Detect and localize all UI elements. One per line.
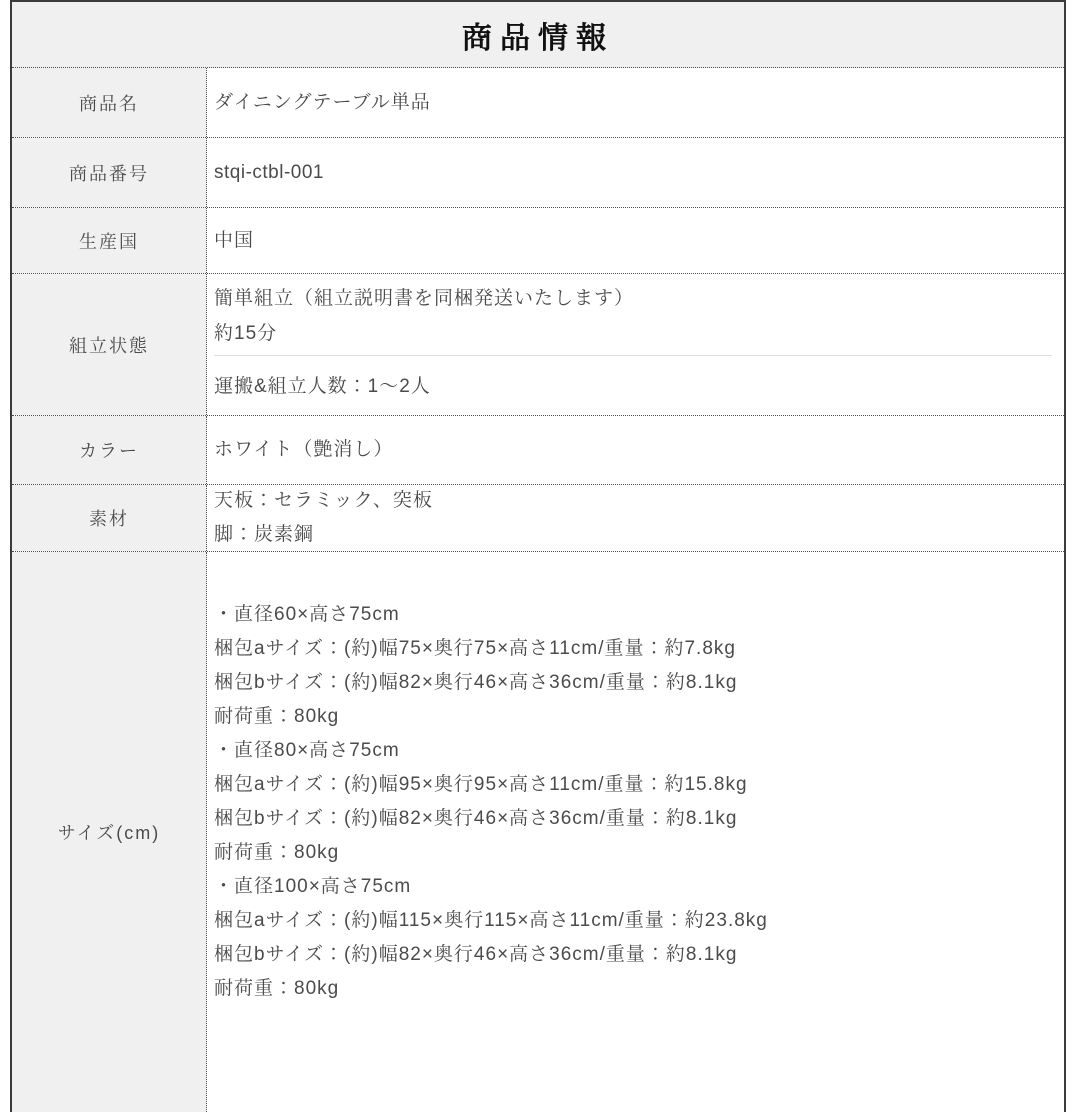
table-row-product-number: [12, 138, 1064, 208]
row-label-size: サイズ(cm): [12, 552, 207, 1112]
size-line: 梱包bサイズ：(約)幅82×奥行46×高さ36cm/重量：約8.1kg: [214, 672, 738, 693]
size-line: 耐荷重：80kg: [214, 978, 340, 999]
row-label-product-number: 商品番号: [12, 138, 207, 207]
row-label-material: 素材: [12, 485, 207, 551]
table-row-size: [12, 552, 1064, 1112]
table-row-color: [12, 416, 1064, 485]
product-name-value: ダイニングテーブル単品: [214, 91, 431, 113]
table-title: 商品情報: [12, 2, 1064, 68]
size-line: ・直径80×高さ75cm: [214, 740, 400, 761]
row-value-assembly: [207, 274, 1064, 415]
row-label-assembly: 組立状態: [12, 274, 207, 415]
row-value-product-number: [207, 138, 1064, 207]
size-line: ・直径60×高さ75cm: [214, 604, 400, 625]
size-line: 梱包bサイズ：(約)幅82×奥行46×高さ36cm/重量：約8.1kg: [214, 944, 738, 965]
material-line-1: 天板：セラミック、突板: [214, 490, 433, 511]
country-value: 中国: [214, 229, 255, 251]
size-line: ・直径100×高さ75cm: [214, 876, 412, 897]
row-value-country: [207, 208, 1064, 273]
row-label-country: 生産国: [12, 208, 207, 273]
size-line: 梱包aサイズ：(約)幅115×奥行115×高さ11cm/重量：約23.8kg: [214, 910, 768, 931]
size-line: 耐荷重：80kg: [214, 842, 340, 863]
size-line: 耐荷重：80kg: [214, 706, 340, 727]
row-value-color: [207, 416, 1064, 484]
product-info-table: [10, 0, 1066, 1112]
row-value-material: [207, 485, 1064, 551]
assembly-line-2: 約15分: [214, 323, 278, 344]
assembly-line-1: 簡単組立（組立説明書を同梱発送いたします）: [214, 288, 635, 309]
product-number-value: stqi-ctbl-001: [214, 161, 324, 183]
row-value-size: [207, 552, 1064, 1112]
table-row-material: [12, 485, 1064, 552]
assembly-line-3: 運搬&組立人数：1〜2人: [214, 376, 431, 397]
color-value: ホワイト（艶消し）: [214, 439, 394, 460]
table-row-product-name: [12, 68, 1064, 138]
size-line: 梱包aサイズ：(約)幅75×奥行75×高さ11cm/重量：約7.8kg: [214, 638, 736, 659]
size-line: 梱包aサイズ：(約)幅95×奥行95×高さ11cm/重量：約15.8kg: [214, 774, 748, 795]
row-value-product-name: [207, 68, 1064, 137]
size-line: 梱包bサイズ：(約)幅82×奥行46×高さ36cm/重量：約8.1kg: [214, 808, 738, 829]
material-line-2: 脚：炭素鋼: [214, 524, 315, 545]
table-row-country: [12, 208, 1064, 274]
row-label-product-name: 商品名: [12, 68, 207, 137]
table-row-assembly: [12, 274, 1064, 416]
row-label-color: カラー: [12, 416, 207, 484]
assembly-divider-line: [214, 355, 1052, 356]
